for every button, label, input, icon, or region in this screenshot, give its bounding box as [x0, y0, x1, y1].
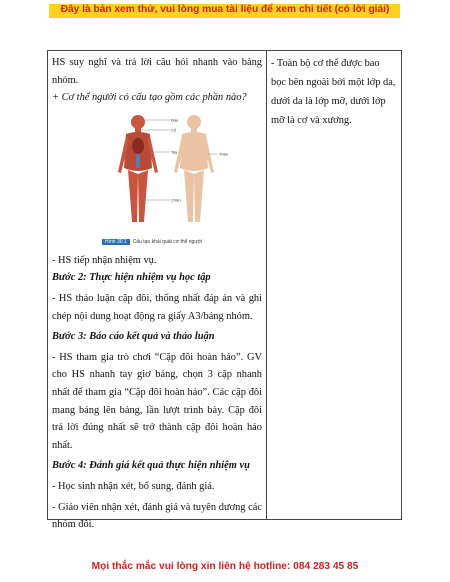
figure-caption-text: Cấu tạo khái quát cơ thể người [132, 238, 203, 245]
skin-figure [174, 115, 214, 222]
step2-heading: Bước 2: Thực hiện nhiệm vụ học tập [52, 272, 211, 284]
question-text: + Cơ thể người có cấu tạo gồm các phần nào? [52, 92, 247, 104]
column-divider [266, 51, 267, 519]
step2-text: - HS thảo luận cặp đôi, thống nhất đáp án và ghi chép nội dung hoạt động ra giấy A3/bảng nhóm. [52, 292, 262, 322]
step3-text: - HS tham gia trò chơi “Cặp đôi hoàn hảo”. GV cho HS nhanh tay giơ bảng, chọn 3 cặp nhanh nhất để tham gia “Cặp đôi hoàn hảo”. Các cặp đôi mang bảng lên bảng, lần lượt trình bày. Cặp đôi trả lời đúng nhất sẽ trở thành cặp đôi hoàn hảo nhất. [52, 351, 262, 451]
footer-banner: Mọi thắc mắc vui lòng xin liên hệ hotline: 084 283 45 85 [91, 561, 359, 572]
right-paragraph: - Toàn bộ cơ thể được bao bọc bên ngoài bởi một lớp da, dưới da là lớp mỡ, dưới lớp mỡ là cơ và xương. [271, 58, 396, 126]
left-column [52, 54, 262, 534]
label-neck: Cổ [171, 127, 177, 133]
receive-task: - HS tiếp nhận nhiệm vụ. [52, 254, 157, 266]
header-banner: Đây là bản xem thử, vui lòng mua tài liệu để xem chi tiết (có lời giải) [60, 4, 390, 15]
step4-text-b: - Giáo viên nhận xét, đánh giá và tuyên dương các nhóm đôi. [52, 501, 262, 531]
step3-heading: Bước 3: Báo cáo kết quả và thảo luận [52, 331, 215, 343]
figure-caption [102, 234, 202, 252]
right-column [271, 54, 397, 130]
figure-tag: Hình 30.1 [102, 239, 130, 245]
label-arm: Tay [171, 149, 178, 155]
step4-text-a: - Học sinh nhận xét, bổ sung, đánh giá. [52, 480, 215, 492]
label-head: Đầu [171, 117, 179, 123]
body-illustration [90, 110, 240, 232]
anatomy-figure [118, 115, 158, 222]
content-table [47, 50, 402, 531]
label-trunk: Thân [219, 151, 229, 157]
body-figure [90, 110, 240, 247]
label-leg: Chân [171, 197, 181, 203]
step4-heading: Bước 4: Đánh giá kết quả thực hiện nhiệm vụ [52, 460, 250, 472]
intro-paragraph: HS suy nghĩ và trả lời câu hỏi nhanh vào bảng nhóm. [52, 57, 262, 86]
